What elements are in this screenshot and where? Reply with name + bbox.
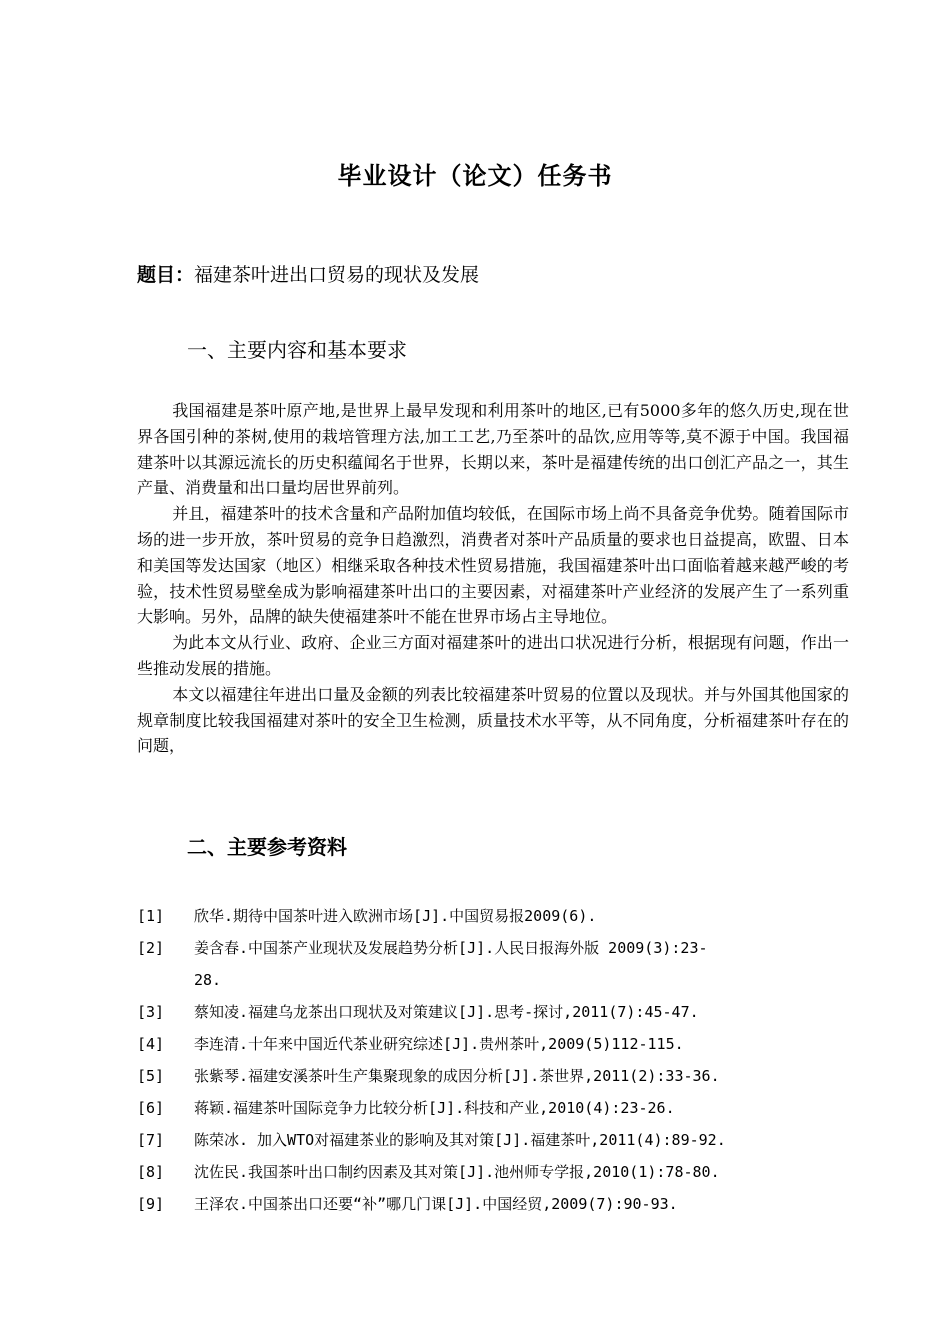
reference-text: 陈荣冰. 加入WTO对福建茶业的影响及其对策[J].福建茶叶,2011(4):89-92. (194, 1131, 726, 1149)
document-title: 毕业设计（论文）任务书 (337, 162, 613, 190)
reference-number: [7] (137, 1131, 165, 1149)
section-heading-requirements: 一、主要内容和基本要求 (187, 338, 407, 362)
reference-item (137, 1156, 849, 1188)
reference-text: 蔡知凌.福建乌龙茶出口现状及对策建议[J].思考-探讨,2011(7):45-47. (194, 1003, 699, 1021)
reference-text: 张紫琴.福建安溪茶叶生产集聚现象的成因分析[J].茶世界,2011(2):33-36. (194, 1067, 720, 1085)
reference-text: 蒋颖.福建茶叶国际竞争力比较分析[J].科技和产业,2010(4):23-26. (194, 1099, 675, 1117)
reference-number: [6] (137, 1099, 165, 1117)
paragraph: 为此本文从行业、政府、企业三方面对福建茶叶的进出口状况进行分析，根据现有问题，作出一些推动发展的措施。 (137, 633, 849, 678)
section-heading-references: 二、主要参考资料 (187, 835, 347, 859)
reference-item (137, 1060, 849, 1092)
reference-list (137, 900, 849, 1220)
reference-item (137, 1028, 849, 1060)
reference-number: [2] (137, 939, 165, 957)
reference-item (137, 900, 849, 932)
paragraph: 并且，福建茶叶的技术含量和产品附加值均较低，在国际市场上尚不具备竞争优势。随着国际市场的进一步开放，茶叶贸易的竞争日趋激烈，消费者对茶叶产品质量的要求也日益提高，欧盟、日本和美国等发达国家（地区）相继采取各种技术性贸易措施，我国福建茶叶出口面临着越来越严峻的考验，技术性贸易壁垒成为影响福建茶叶出口的主要因素，对福建茶叶产业经济的发展产生了一系列重大影响。另外，品牌的缺失使福建茶叶不能在世界市场占主导地位。 (137, 504, 849, 627)
reference-text: 沈佐民.我国茶叶出口制约因素及其对策[J].池州师专学报,2010(1):78-80. (194, 1163, 720, 1181)
reference-item-continuation (137, 964, 849, 996)
reference-text: 王泽农.中国茶出口还要“补”哪几门课[J].中国经贸,2009(7):90-93. (194, 1195, 678, 1213)
reference-number: [8] (137, 1163, 165, 1181)
topic-line (137, 260, 479, 290)
reference-text-continuation: 28. (194, 971, 222, 989)
reference-number: [3] (137, 1003, 165, 1021)
reference-item (137, 1188, 849, 1220)
reference-number: [1] (137, 907, 165, 925)
reference-text: 姜含春.中国茶产业现状及发展趋势分析[J].人民日报海外版 2009(3):23- (194, 939, 708, 957)
reference-text: 欣华.期待中国茶叶进入欧洲市场[J].中国贸易报2009(6). (194, 907, 597, 925)
reference-item (137, 1092, 849, 1124)
reference-item (137, 932, 849, 964)
paragraph: 本文以福建往年进出口量及金额的列表比较福建茶叶贸易的位置以及现状。并与外国其他国家的规章制度比较我国福建对茶叶的安全卫生检测，质量技术水平等，从不同角度，分析福建茶叶存在的问题， (137, 684, 849, 756)
paragraph: 我国福建是茶叶原产地,是世界上最早发现和利用茶叶的地区,已有5000多年的悠久历史,现在世界各国引种的茶树,使用的栽培管理方法,加工工艺,乃至茶叶的品饮,应用等等,莫不源于中国。我国福建茶叶以其源远流长的历史积蕴闻名于世界，长期以来，茶叶是福建传统的出口创汇产品之一，其生产量、消费量和出口量均居世界前列。 (137, 401, 849, 498)
reference-text: 李连清.十年来中国近代茶业研究综述[J].贵州茶叶,2009(5)112-115. (194, 1035, 684, 1053)
topic-label: 题目： (137, 264, 195, 286)
reference-number: [4] (137, 1035, 165, 1053)
reference-item (137, 1124, 849, 1156)
reference-number: [5] (137, 1067, 165, 1085)
body-text (137, 398, 849, 759)
reference-number: [9] (137, 1195, 165, 1213)
reference-item (137, 996, 849, 1028)
topic-value: 福建茶叶进出口贸易的现状及发展 (194, 264, 480, 286)
